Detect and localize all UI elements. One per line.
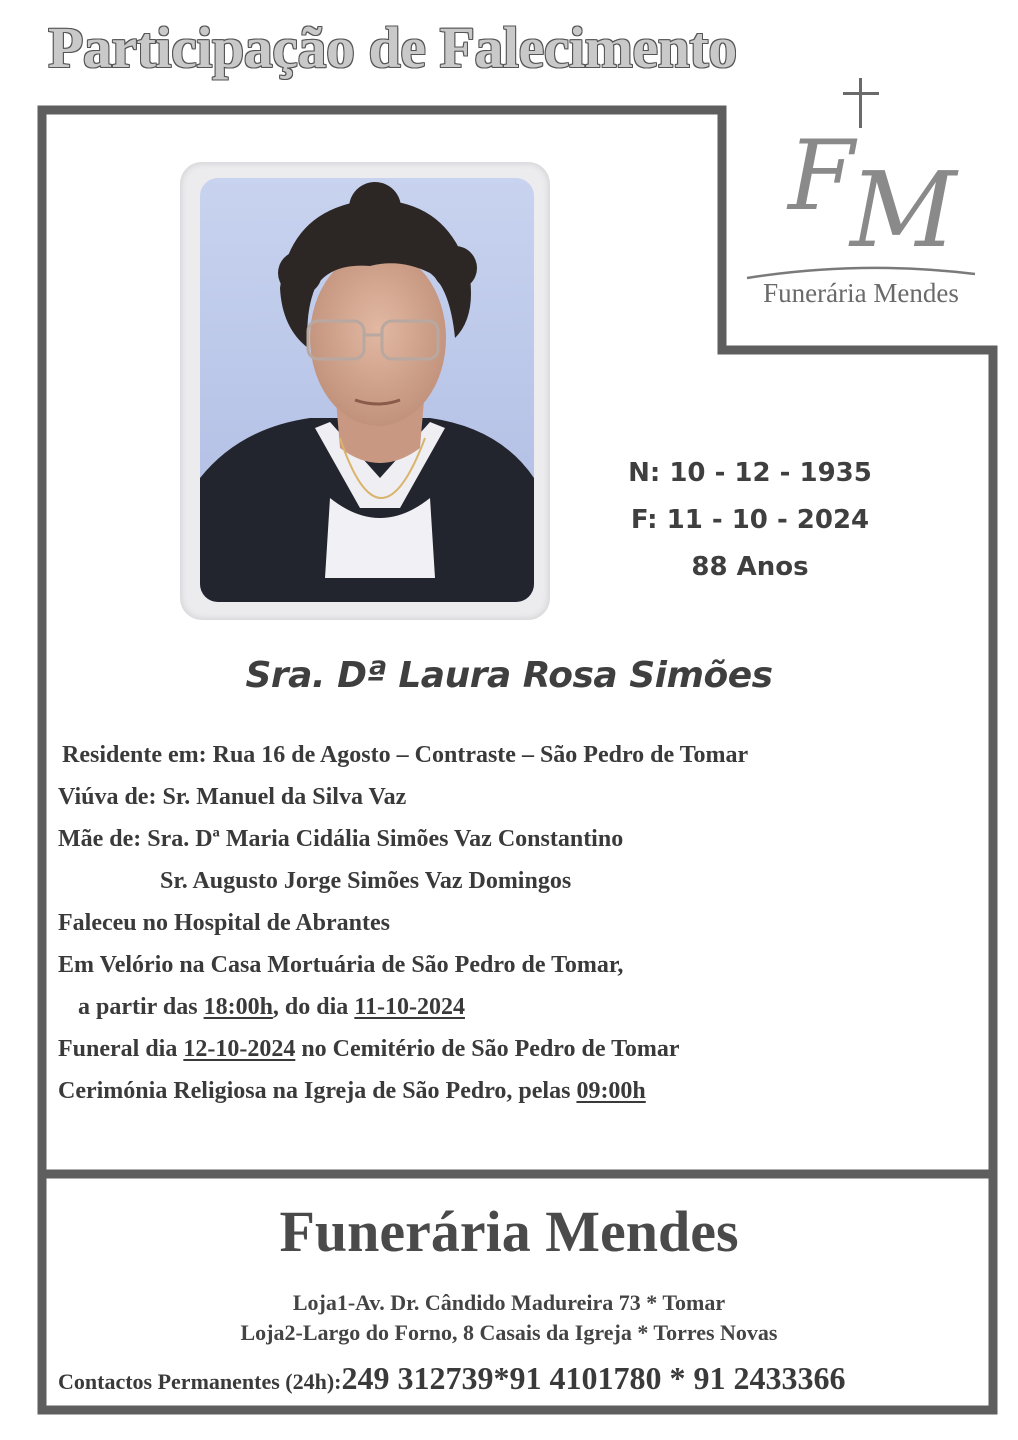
deceased-name: Sra. Dª Laura Rosa Simões xyxy=(245,655,773,696)
contacts-label: Contactos Permanentes (24h): xyxy=(58,1369,342,1394)
portrait-photo xyxy=(200,178,534,602)
mother-label: Mãe de: xyxy=(58,826,148,852)
age: 88 Anos xyxy=(691,552,809,582)
dates-block xyxy=(610,450,890,591)
logo-name: Funerária Mendes xyxy=(763,278,959,308)
store-1: Loja1-Av. Dr. Cândido Madureira 73 * Tomar xyxy=(292,1290,726,1315)
died-at-line: Faleceu no Hospital de Abrantes xyxy=(58,910,391,936)
logo-monogram xyxy=(760,120,970,271)
details-block xyxy=(58,734,748,1112)
funeral-suffix: no Cemitério de São Pedro de Tomar xyxy=(295,1036,680,1062)
ceremony-time: 09:00h xyxy=(576,1078,646,1104)
store-2: Loja2-Largo do Forno, 8 Casais da Igreja * Torres Novas xyxy=(240,1320,778,1345)
contacts-line xyxy=(58,1360,846,1397)
funeral-line xyxy=(58,1028,748,1070)
ceremony-line xyxy=(58,1070,748,1112)
birth-date: N: 10 - 12 - 1935 xyxy=(628,458,872,488)
monogram-m: M xyxy=(850,149,957,271)
residence-line: Residente em: Rua 16 de Agosto – Contraste – São Pedro de Tomar xyxy=(62,742,749,768)
funeral-prefix: Funeral dia xyxy=(58,1036,184,1062)
child-2: Sr. Augusto Jorge Simões Vaz Domingos xyxy=(160,868,572,894)
wake-from-prefix: a partir das xyxy=(78,994,204,1020)
contacts-numbers: 249 312739*91 4101780 * 91 2433366 xyxy=(341,1360,846,1396)
ceremony-prefix: Cerimónia Religiosa na Igreja de São Pedro, pelas xyxy=(58,1078,577,1104)
wake-line: Em Velório na Casa Mortuária de São Pedro de Tomar, xyxy=(58,952,624,978)
widow-line: Viúva de: Sr. Manuel da Silva Vaz xyxy=(58,784,407,810)
monogram-f: F xyxy=(788,120,855,232)
wake-time-line xyxy=(78,986,748,1028)
funeral-date: 12-10-2024 xyxy=(183,1036,296,1062)
footer-title: Funerária Mendes xyxy=(279,1199,739,1264)
wake-day-prefix: , do dia xyxy=(272,994,355,1020)
mother-line xyxy=(58,818,748,860)
child-1: Sra. Dª Maria Cidália Simões Vaz Constantino xyxy=(147,826,624,852)
wake-time: 18:00h xyxy=(203,994,273,1020)
wake-date: 11-10-2024 xyxy=(354,994,465,1020)
page-title: Participação de Falecimento xyxy=(48,15,737,80)
death-date: F: 11 - 10 - 2024 xyxy=(630,505,870,535)
